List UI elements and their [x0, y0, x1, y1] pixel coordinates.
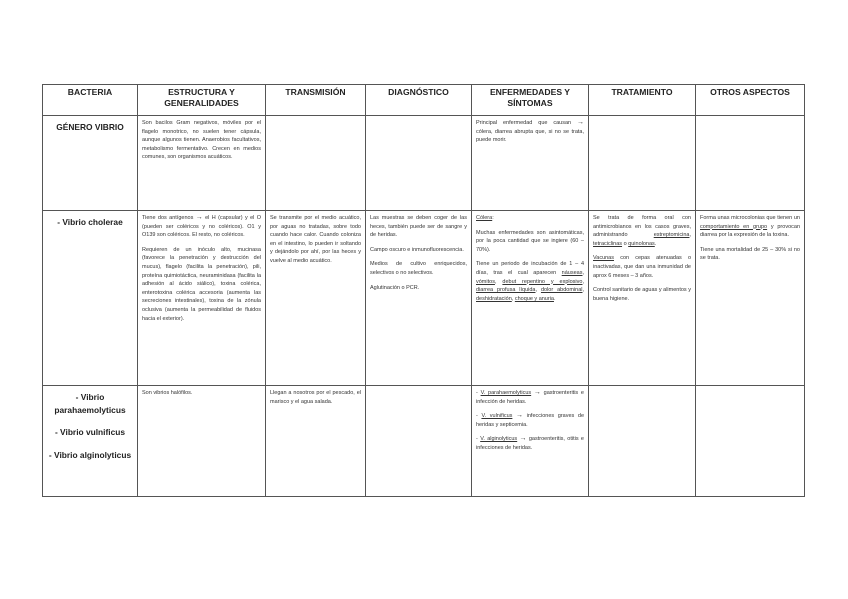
enfermedades-text: gastroenteritis e infección de heridas. — [476, 390, 584, 405]
paragraph: Se trata de forma oral con antimicrobianos en los casos graves, administrando estreptomicina, tetraciclinas o quinolonas. — [593, 215, 691, 247]
paragraph: Muchas enfermedades son asintomáticas, por la poca cantidad que se ingiere (60 – 70%). — [476, 229, 584, 253]
estructura-text: Son bacilos Gram negativos, móviles por el flagelo monotrico, no suelen tener cápsula, aunque algunos tienen. Anaerobios facultativos, metabolismo fermentativo. Crecen en medios comunes, son organismos acuáticos. — [142, 120, 261, 161]
bacteria-name-1: - Vibrio parahaemolyticus — [54, 392, 126, 415]
estructura-cell — [138, 211, 266, 386]
paragraph: Control sanitario de aguas y alimentos y buena higiene. — [593, 287, 691, 302]
diagnostico-cell — [366, 211, 472, 386]
header-tratamiento: TRATAMIENTO — [589, 85, 696, 116]
bacteria-table — [42, 84, 805, 497]
symptom: debut repentino y explosivo — [502, 278, 583, 285]
drug: estreptomicina — [653, 232, 690, 239]
otros-cell — [696, 386, 805, 497]
bacteria-name-2: - Vibrio vulnificus — [54, 427, 126, 437]
enfermedades-text: infecciones graves de heridas y septicemia. — [476, 413, 585, 428]
transmision-text: Se transmite por el medio acuático, por aguas no tratadas, sobre todo cuando hace calor. Cuando coloniza en el intestino, lo pueden ir soltando y dejándolo por ahí, por las heces y vuelve al medio acuático. — [270, 215, 361, 264]
paragraph: - V. vulnificus → infecciones graves de heridas y septicemia. — [476, 412, 585, 428]
otros-cell — [696, 116, 805, 211]
tratamiento-text: Se trata de forma oral con antimicrobianos en los casos graves, administrando — [593, 215, 691, 239]
enfermedades-text: Principal enfermedad que causan — [476, 120, 572, 126]
paragraph: Las muestras se deben coger de las heces, también puede ser de sangre y de heridas. — [370, 215, 467, 239]
paragraph: - V. alginolyticus → gastroenteritis, otitis e infecciones de heridas. — [476, 435, 584, 451]
arrow-icon: → — [533, 389, 541, 396]
paragraph: Campo oscuro e inmunofluorescencia. — [370, 246, 464, 253]
disease-title: Cólera — [476, 215, 493, 221]
species: V. vulnificus — [481, 413, 513, 420]
arrow-icon: → — [516, 412, 524, 420]
arrow-icon: → — [519, 435, 527, 443]
species: V. parahaemolyticus — [480, 390, 532, 396]
bacteria-name: GÉNERO VIBRIO — [43, 116, 138, 211]
estructura-text: Son vibrios halófilos. — [142, 390, 193, 396]
paragraph: Aglutinación o PCR. — [370, 284, 420, 291]
header-enfermedades: ENFERMEDADES Y SÍNTOMAS — [472, 85, 589, 116]
enfermedades-cell — [472, 116, 589, 211]
vaccine-label: Vacunas — [593, 255, 614, 262]
paragraph — [142, 214, 261, 240]
transmision-cell — [266, 211, 366, 386]
otros-text: Forma unas microcolonias que tienen un — [700, 215, 800, 221]
header-transmision: TRANSMISIÓN — [266, 85, 366, 116]
arrow-icon: → — [577, 119, 584, 126]
transmision-cell — [266, 386, 366, 497]
tratamiento-cell — [589, 386, 696, 497]
transmision-text: Llegan a nosotros por el pescado, el marisco y el agua salada. — [270, 390, 361, 405]
paragraph — [593, 254, 691, 280]
bacteria-name: - Vibrio cholerae — [43, 211, 138, 386]
header-estructura: ESTRUCTURA Y GENERALIDADES — [138, 85, 266, 116]
enfermedades-text: Tiene un periodo de incubación de 1 – 4 días, tras el cual aparecen — [476, 261, 584, 276]
tratamiento-cell — [589, 211, 696, 386]
otros-cell — [696, 211, 805, 386]
enfermedades-text: gastroenteritis, otitis e infecciones de heridas. — [476, 436, 584, 451]
paragraph — [700, 214, 800, 240]
header-diagnostico: DIAGNÓSTICO — [366, 85, 472, 116]
estructura-text: Tiene dos antígenos — [142, 215, 194, 221]
arrow-icon: → — [195, 214, 203, 221]
estructura-text: el H (capsular) y el O (pueden ser coléricos y no coléricos). O1 y O139 son coléricos. El resto, no coléricos. — [142, 215, 262, 239]
table-row — [43, 116, 805, 211]
symptom: choque y anuria — [514, 295, 554, 302]
diagnostico-cell — [366, 386, 472, 497]
tratamiento-text: o — [623, 240, 627, 247]
header-row — [43, 85, 805, 116]
paragraph: Tiene un periodo de incubación de 1 – 4 días, tras el cual aparecen náuseas, vómitos, debut repentino y explosivo, diarrea profusa líquida, dolor abdominal, deshidratación, choque y anuria. — [476, 261, 585, 302]
tratamiento-cell — [589, 116, 696, 211]
bacteria-name-3: - Vibrio alginolyticus — [48, 449, 132, 460]
symptom: dolor abdominal — [540, 287, 583, 294]
otros-text: y provocan diarrea por la expresión de la toxina. — [700, 223, 800, 239]
enfermedades-text: cólera, diarrea abrupta que, si no se trata, puede morir. — [476, 128, 584, 144]
symptom: deshidratación — [476, 295, 512, 302]
table-row — [43, 211, 805, 386]
drug: tetraciclinas — [593, 240, 623, 247]
tratamiento-text: con cepas atenuadas o inactivadas, que dan una inmunidad de aprox 6 meses – 3 años. — [593, 255, 691, 279]
transmision-cell — [266, 116, 366, 211]
header-bacteria: BACTERIA — [43, 85, 138, 116]
symptom: diarrea profusa líquida — [476, 287, 536, 294]
enfermedades-cell — [472, 211, 589, 386]
diagnostico-cell — [366, 116, 472, 211]
paragraph: Medios de cultivo enriquecidos, selectivos o no selectivos. — [370, 261, 467, 276]
paragraph: Cólera: — [476, 215, 494, 221]
table-row — [43, 386, 805, 497]
header-otros: OTROS ASPECTOS — [696, 85, 805, 116]
symptom: náuseas — [561, 269, 583, 276]
bacteria-name — [43, 386, 138, 497]
drug: quinolonas — [628, 240, 655, 247]
paragraph: - V. parahaemolyticus → gastroenteritis e infección de heridas. — [476, 389, 584, 405]
enfermedades-cell — [472, 386, 589, 497]
species: V. alginolyticus — [480, 436, 518, 443]
paragraph: Tiene una mortalidad de 25 – 30% si no se trata. — [700, 246, 800, 262]
symptom: vómitos — [476, 278, 495, 285]
highlight: comportamiento en grupo — [700, 223, 768, 230]
estructura-cell — [138, 116, 266, 211]
estructura-cell — [138, 386, 266, 497]
paragraph: Requieren de un inóculo alto, mucinasa (favorece la penetración y destrucción del mucus), flagelo (facilita la penetración), pili, proteína quimiotáctica, neuraminidasa (facilita la adhesión al ácido siálico), toxina colérica, enterotoxina colérica accesoria (aumenta las secreciones intestinales), toxina de la zónula oclusiva (aumenta la permeabilidad de fluidos hacia el exterior). — [142, 246, 261, 322]
